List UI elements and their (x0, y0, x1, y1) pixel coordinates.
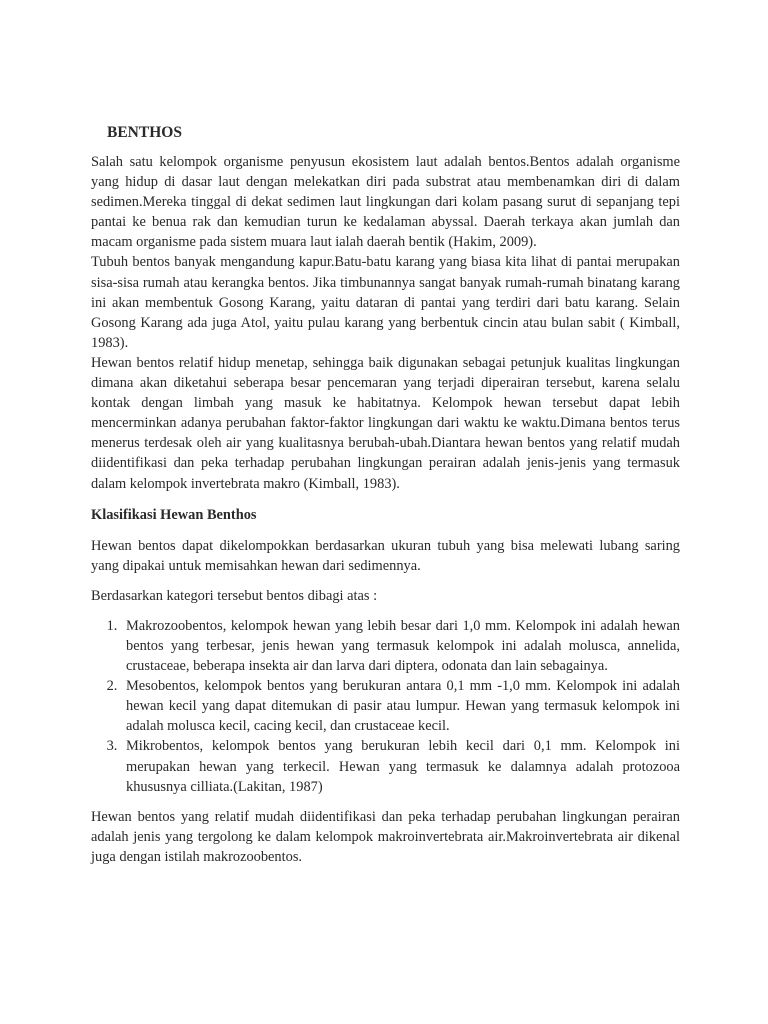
document-title: BENTHOS (107, 124, 182, 141)
list-item-makrozoobentos: 1. Makrozoobentos, kelompok hewan yang lebih besar dari 1,0 mm. Kelompok ini adalah hewan bentos yang terbesar, jenis hewan yang termasuk kelompok ini adalah molusca, annelida, crustaceae, beberapa insekta air dan larva dari diptera, odonata dan lain sebagainya. (121, 616, 680, 676)
list-item-mikrobentos: 3. Mikrobentos, kelompok bentos yang berukuran lebih kecil dari 0,1 mm. Kelompok ini merupakan hewan yang terkecil. Hewan yang termasuk ke dalamnya adalah protozooa khususnya cilliata.(Lakitan, 1987) (121, 736, 680, 796)
intro-paragraph-1: Salah satu kelompok organisme penyusun ekosistem laut adalah bentos.Bentos adalah organisme yang hidup di dasar laut dengan melekatkan diri pada substrat atau membenamkan diri di dalam sedimen.Mereka tinggal di dekat sedimen laut lingkungan dari kolam pasang surut di sepanjang tepi pantai ke benua rak dan kemudian turun ke kedalaman abyssal. Daerah terkaya akan jumlah dan macam organisme pada sistem muara laut ialah daerah bentik (Hakim, 2009). (91, 154, 680, 251)
section-paragraph-lead: Berdasarkan kategori tersebut bentos dibagi atas : (91, 587, 378, 604)
section-title: Klasifikasi Hewan Benthos (91, 506, 257, 523)
closing-paragraph: Hewan bentos yang relatif mudah diidentifikasi dan peka terhadap perubahan lingkungan perairan adalah jenis yang tergolong ke dalam kelompok makroinvertebrata air.Makroinvertebrata air dikenal juga dengan istilah makrozoobentos. (91, 808, 680, 865)
section-paragraph: Hewan bentos dapat dikelompokkan berdasarkan ukuran tubuh yang bisa melewati lubang saring yang dipakai untuk memisahkan hewan dari sedimennya. (91, 537, 680, 574)
intro-paragraph-3: Hewan bentos relatif hidup menetap, sehingga baik digunakan sebagai petunjuk kualitas lingkungan dimana akan diketahui seberapa besar pencemaran yang terjadi diperairan tersebut, karena selalu kontak dengan limbah yang masuk ke habitatnya. Kelompok hewan tersebut dapat lebih mencerminkan adanya perubahan faktor-faktor lingkungan dari waktu ke waktu.Dimana bentos terus menerus terdesak oleh air yang kualitasnya berubah-ubah.Diantara hewan bentos yang relatif mudah diidentifikasi dan peka terhadap perubahan lingkungan perairan adalah jenis-jenis yang termasuk dalam kelompok invertebrata makro (Kimball, 1983). (91, 354, 680, 492)
intro-paragraph-2: Tubuh bentos banyak mengandung kapur.Batu-batu karang yang biasa kita lihat di pantai merupakan sisa-sisa rumah atau kerangka bentos. Jika timbunannya sangat banyak rumah-rumah binatang karang ini akan membentuk Gosong Karang, yaitu dataran di pantai yang terdiri dari batu karang. Selain Gosong Karang ada juga Atol, yaitu pulau karang yang berbentuk cincin atau bulan sabit ( Kimball, 1983). (91, 254, 680, 351)
list-item-mesobentos: 2. Mesobentos, kelompok bentos yang berukuran antara 0,1 mm -1,0 mm. Kelompok ini adalah hewan kecil yang dapat ditemukan di pasir atau lumpur. Hewan yang termasuk kelompok ini adalah molusca kecil, cacing kecil, dan crustaceae kecil. (121, 676, 680, 736)
classification-list (91, 616, 680, 797)
